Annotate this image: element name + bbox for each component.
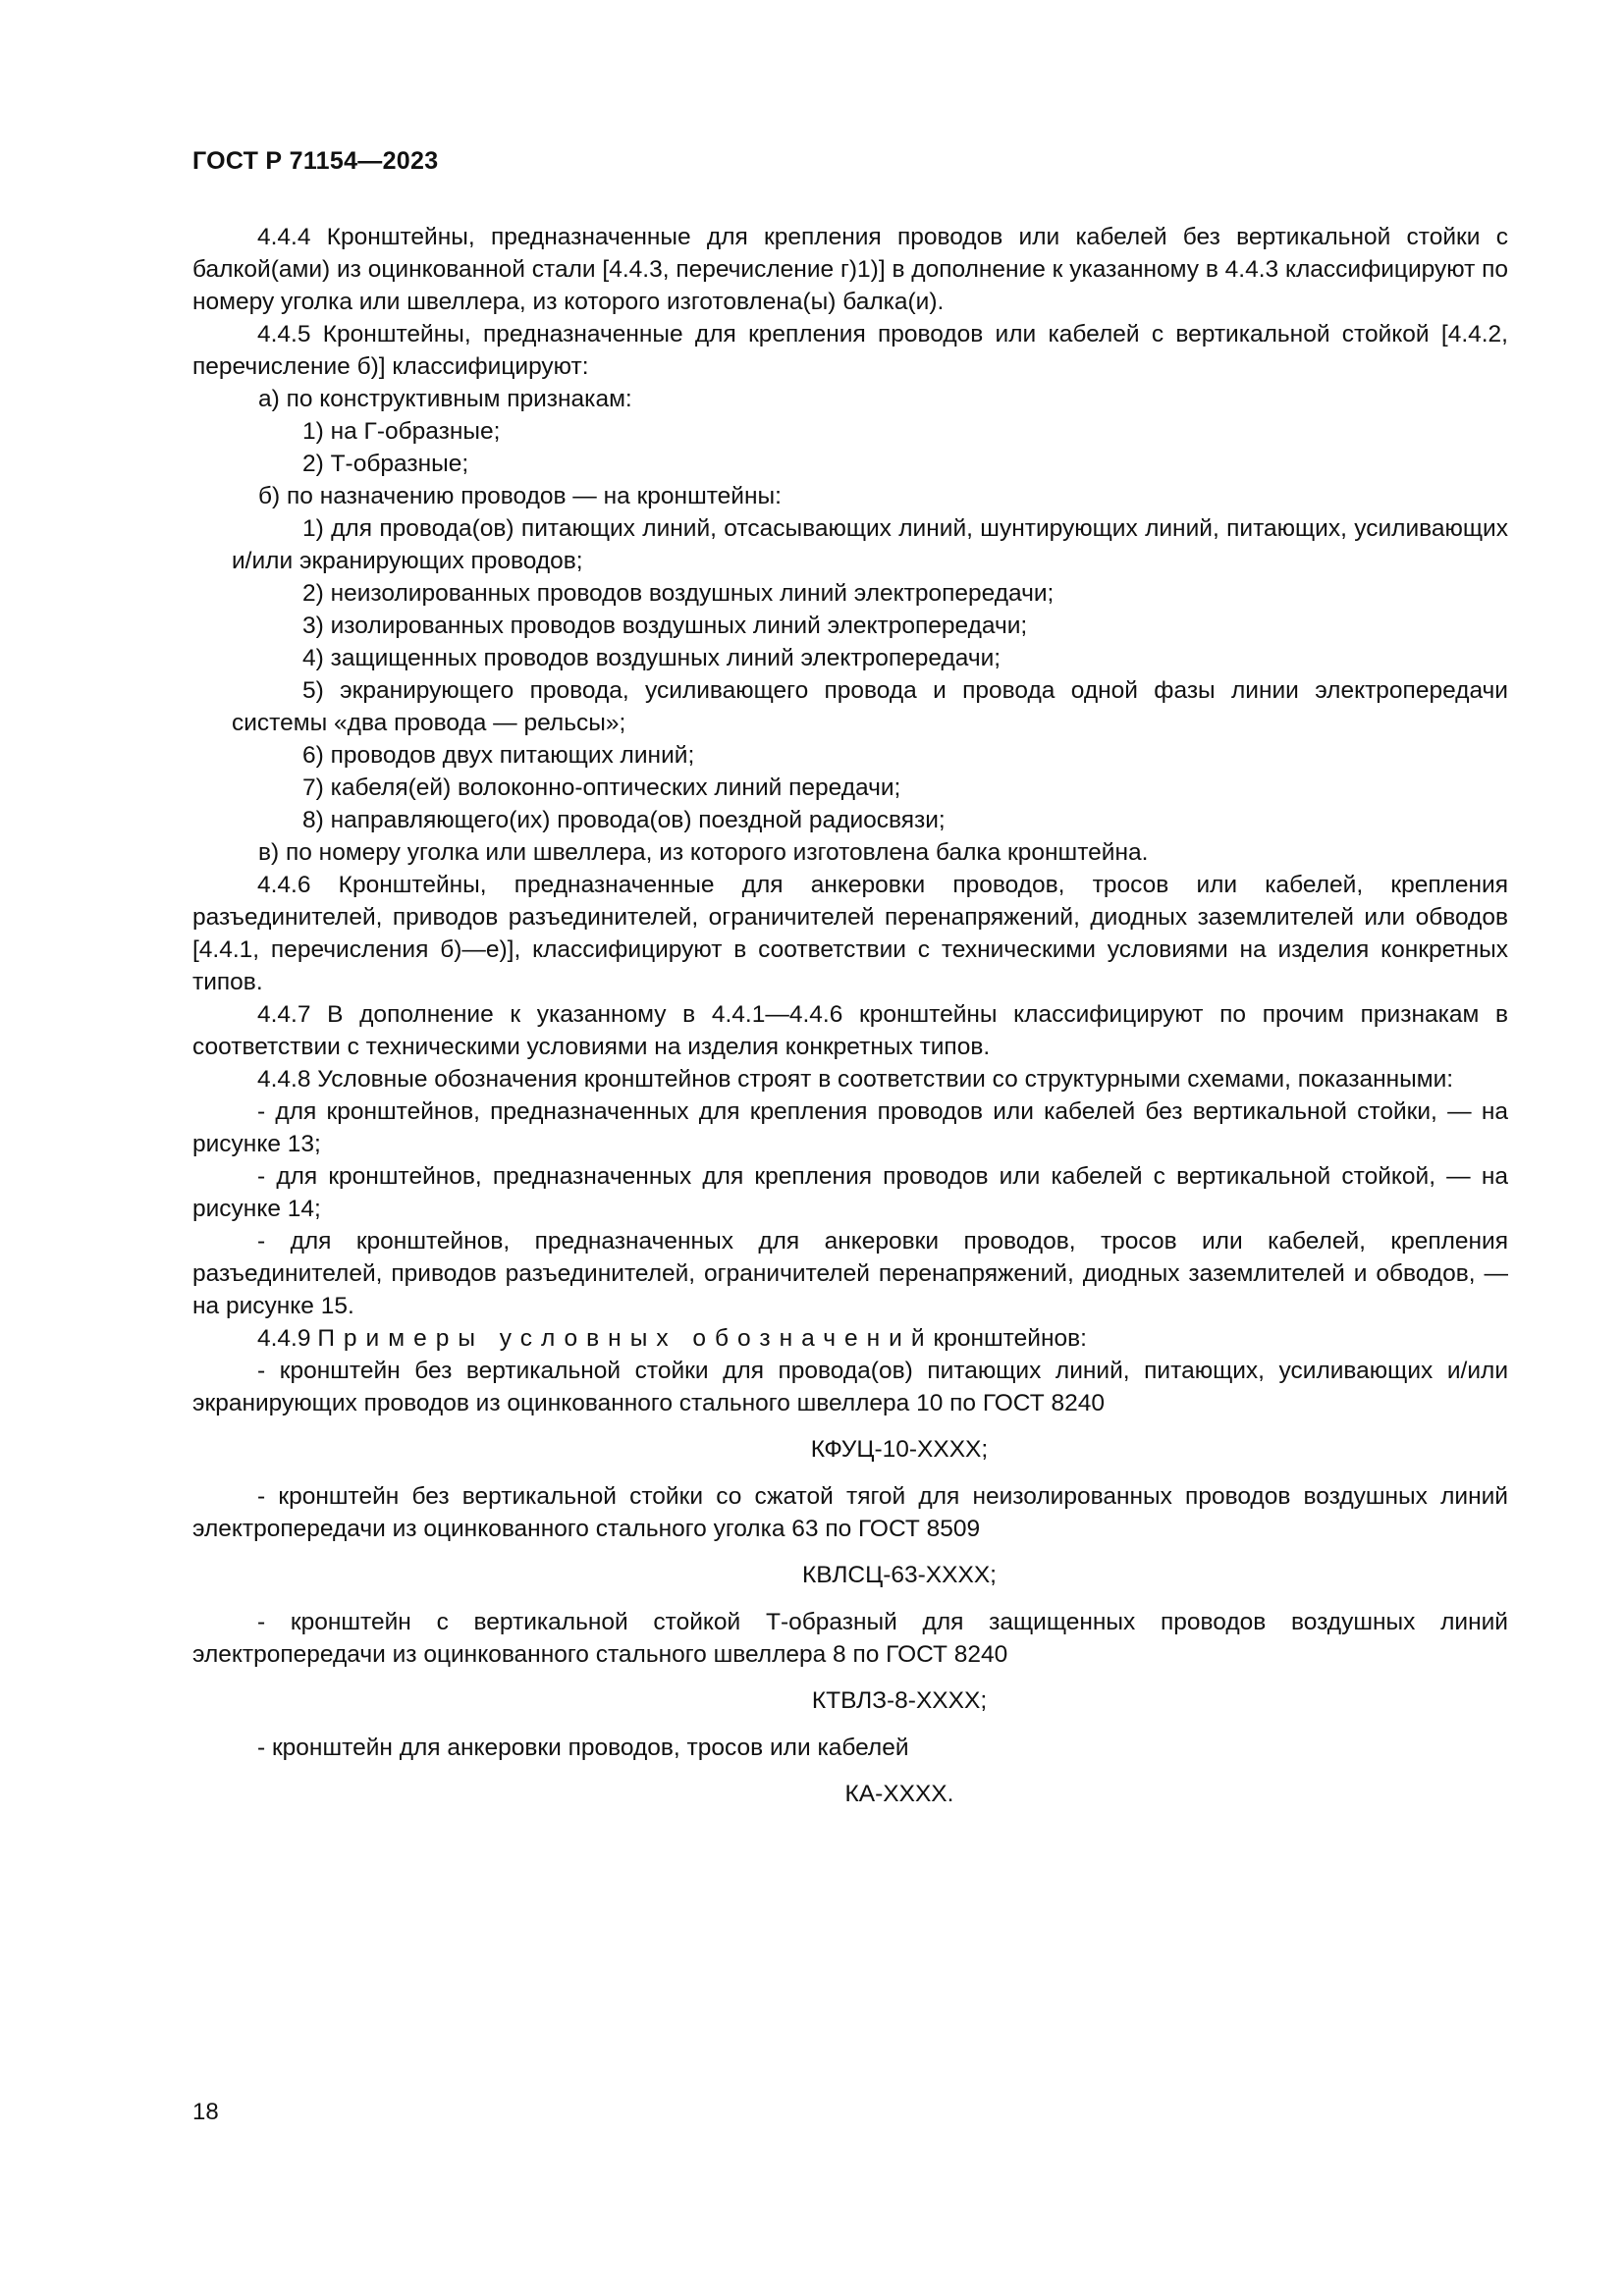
clause-tail: кронштейнов: [933,1325,1087,1352]
paragraph-4-4-9 [192,1322,1508,1355]
page-number: 18 [192,2099,219,2125]
list-item-b1: 1) для провода(ов) питающих линий, отсасывающих линий, шунтирующих линий, питающих, усиливающих и/или экранирующих проводов; [232,515,1508,574]
spaced-heading: Примеры условных обозначений [317,1325,934,1352]
list-item-a1: 1) на Г-образные; [302,418,501,445]
list-item-a2: 2) Т-образные; [302,451,469,477]
designation-code-1: КФУЦ-10-ХХХХ; [810,1436,989,1463]
dash-item-figure-13: - для кронштейнов, предназначенных для крепления проводов или кабелей без вертикальной стойки, — на рисунке 13; [192,1098,1508,1157]
paragraph-4-4-6: 4.4.6 Кронштейны, предназначенные для анкеровки проводов, тросов или кабелей, крепления разъединителей, приводов разъединителей, ограничителей перенапряжений, диодных заземлителей или обводов [4.4.1, перечисления б)—е)], классифицируют в соответствии с техническими условиями на изделия конкретных типов. [192,872,1508,995]
list-item-b: б) по назначению проводов — на кронштейны: [258,483,782,509]
designation-code-3: КТВЛЗ-8-ХХХХ; [811,1687,988,1714]
designation-code-4: КА-ХХХХ. [844,1781,954,1807]
paragraph-4-4-4: 4.4.4 Кронштейны, предназначенные для крепления проводов или кабелей без вертикальной стойки с балкой(ами) из оцинкованной стали [4.4.3, перечисление г)1)] в дополнение к указанному в 4.4.3 классифицируют по номеру уголка или швеллера, из которого изготовлена(ы) балка(и). [192,224,1508,315]
designation-code-2: КВЛСЦ-63-ХХХХ; [802,1562,997,1588]
document-header: ГОСТ Р 71154—2023 [192,147,439,175]
list-item-b7: 7) кабеля(ей) волоконно-оптических линий передачи; [302,774,901,801]
clause-number: 4.4.9 [257,1325,311,1352]
example-1: - кронштейн без вертикальной стойки для провода(ов) питающих линий, питающих, усиливающих и/или экранирующих проводов из оцинкованного стального швеллера 10 по ГОСТ 8240 [192,1358,1508,1416]
example-2: - кронштейн без вертикальной стойки со сжатой тягой для неизолированных проводов воздушных линий электропередачи из оцинкованного стального уголка 63 по ГОСТ 8509 [192,1483,1508,1542]
list-item-a: а) по конструктивным признакам: [258,386,632,412]
list-item-v: в) по номеру уголка или швеллера, из которого изготовлена балка кронштейна. [258,839,1149,866]
list-item-b5: 5) экранирующего провода, усиливающего провода и провода одной фазы линии электропередачи системы «два провода — рельсы»; [232,677,1508,736]
list-item-b3: 3) изолированных проводов воздушных линий электропередачи; [302,613,1028,639]
document-body [192,221,1508,1825]
dash-item-figure-14: - для кронштейнов, предназначенных для крепления проводов или кабелей с вертикальной стойкой, — на рисунке 14; [192,1163,1508,1222]
example-4: - кронштейн для анкеровки проводов, тросов или кабелей [257,1735,909,1761]
example-3: - кронштейн с вертикальной стойкой Т-образный для защищенных проводов воздушных линий электропередачи из оцинкованного стального швеллера 8 по ГОСТ 8240 [192,1609,1508,1668]
dash-item-figure-15: - для кронштейнов, предназначенных для анкеровки проводов, тросов или кабелей, крепления разъединителей, приводов разъединителей, ограничителей перенапряжений, диодных заземлителей и обводов, — на рисунке 15. [192,1228,1508,1319]
list-item-b8: 8) направляющего(их) провода(ов) поездной радиосвязи; [302,807,946,833]
list-item-b4: 4) защищенных проводов воздушных линий электропередачи; [302,645,1001,671]
paragraph-4-4-7: 4.4.7 В дополнение к указанному в 4.4.1—4.4.6 кронштейны классифицируют по прочим признакам в соответствии с техническими условиями на изделия конкретных типов. [192,1001,1508,1060]
list-item-b6: 6) проводов двух питающих линий; [302,742,695,769]
paragraph-4-4-8: 4.4.8 Условные обозначения кронштейнов строят в соответствии со структурными схемами, показанными: [257,1066,1454,1093]
list-item-b2: 2) неизолированных проводов воздушных линий электропередачи; [302,580,1055,607]
paragraph-4-4-5: 4.4.5 Кронштейны, предназначенные для крепления проводов или кабелей с вертикальной стойкой [4.4.2, перечисление б)] классифицируют: [192,321,1508,380]
